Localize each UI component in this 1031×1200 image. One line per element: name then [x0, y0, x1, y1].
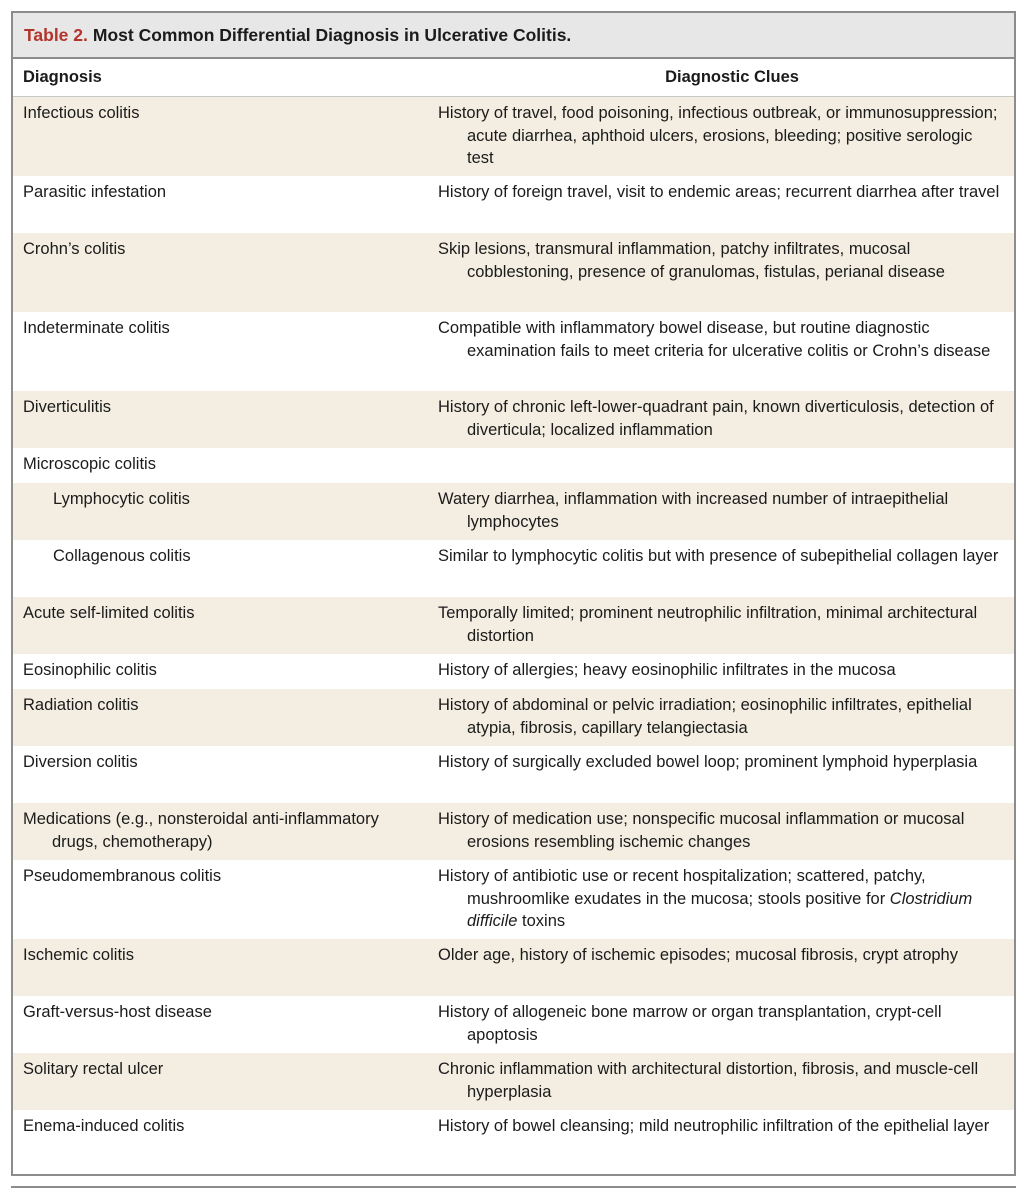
- clues-cell: [438, 102, 1002, 170]
- diagnosis-cell: Graft-versus-host disease: [23, 1003, 212, 1021]
- clues-text: History of allogeneic bone marrow or organ transplantation, crypt-cell apoptosis: [438, 1003, 942, 1044]
- diagnosis-cell: Solitary rectal ulcer: [23, 1060, 164, 1078]
- header-diagnosis: Diagnosis: [23, 68, 102, 86]
- diagnosis-cell: Diversion colitis: [23, 753, 138, 771]
- table-row: [13, 689, 1014, 746]
- table-row: [13, 391, 1014, 448]
- table-title-bar: [13, 13, 1014, 59]
- diagnosis-cell: Acute self-limited colitis: [23, 604, 195, 622]
- clues-text: Skip lesions, transmural inflammation, patchy infiltrates, mucosal cobblestoning, presence of granulomas, fistulas, perianal disease: [438, 240, 945, 281]
- diagnosis-cell: Parasitic infestation: [23, 183, 167, 201]
- clues-text: History of antibiotic use or recent hospitalization; scattered, patchy, mushroomlike exudates in the mucosa; stools positive for: [438, 867, 926, 908]
- diagnosis-cell: Crohn’s colitis: [23, 240, 126, 258]
- diagnosis-cell: Lymphocytic colitis: [53, 490, 190, 508]
- diagnosis-cell: Enema-induced colitis: [23, 1117, 185, 1135]
- clues-cell: [438, 488, 1002, 533]
- table-body: [13, 97, 1014, 1167]
- table-label: Table 2.: [24, 24, 88, 45]
- clues-cell: [438, 1001, 1002, 1046]
- table-row: [13, 597, 1014, 654]
- clues-cell: [438, 1058, 1002, 1103]
- clues-cell: [438, 238, 1002, 283]
- table-row: [13, 654, 1014, 689]
- table-row: [13, 312, 1014, 391]
- clues-text: History of abdominal or pelvic irradiation; eosinophilic infiltrates, epithelial atypia, fibrosis, capillary telangiectasia: [438, 696, 972, 737]
- clues-cell: [438, 181, 1002, 204]
- clues-cell: [438, 317, 1002, 362]
- table-row: [13, 448, 1014, 483]
- clues-text: Compatible with inflammatory bowel disease, but routine diagnostic examination fails to meet criteria for ulcerative colitis or Crohn’s disease: [438, 319, 991, 360]
- diagnosis-cell: Collagenous colitis: [53, 547, 191, 565]
- table-row: [13, 996, 1014, 1053]
- diagnosis-cell: Pseudomembranous colitis: [23, 867, 222, 885]
- header-diagnostic-clues: Diagnostic Clues: [665, 68, 799, 86]
- clues-text: Older age, history of ischemic episodes; mucosal fibrosis, crypt atrophy: [438, 946, 958, 964]
- clues-cell: [438, 1115, 1002, 1138]
- table-row: [13, 483, 1014, 540]
- clues-text: History of bowel cleansing; mild neutrophilic infiltration of the epithelial layer: [438, 1117, 990, 1135]
- diagnosis-cell: Ischemic colitis: [23, 946, 134, 964]
- clues-text: History of foreign travel, visit to endemic areas; recurrent diarrhea after travel: [438, 183, 1000, 201]
- table-row: [13, 746, 1014, 803]
- table-row: [13, 97, 1014, 176]
- clues-text: History of surgically excluded bowel loop; prominent lymphoid hyperplasia: [438, 753, 978, 771]
- table-row: [13, 803, 1014, 860]
- diagnosis-cell: Medications (e.g., nonsteroidal anti-inflammatory drugs, chemotherapy): [23, 810, 379, 851]
- differential-diagnosis-table: [11, 11, 1016, 1176]
- diagnosis-cell: Microscopic colitis: [23, 455, 156, 473]
- diagnosis-cell: Infectious colitis: [23, 104, 140, 122]
- clues-italic-text: Clostridium difficile: [467, 889, 973, 930]
- table-row: [13, 860, 1014, 939]
- clues-text: Watery diarrhea, inflammation with increased number of intraepithelial lymphocytes: [438, 490, 949, 531]
- clues-text: Similar to lymphocytic colitis but with presence of subepithelial collagen layer: [438, 547, 999, 565]
- clues-cell: [438, 602, 1002, 647]
- clues-cell: [438, 396, 1002, 441]
- bottom-rule: [11, 1186, 1016, 1188]
- clues-tail-text: toxins: [517, 912, 566, 930]
- clues-cell: [438, 865, 1002, 933]
- clues-text: Temporally limited; prominent neutrophilic infiltration, minimal architectural distortion: [438, 604, 978, 645]
- clues-cell: [438, 751, 1002, 774]
- clues-cell: [438, 944, 1002, 967]
- clues-cell: [438, 659, 1002, 682]
- clues-text: History of medication use; nonspecific mucosal inflammation or mucosal erosions resembling ischemic changes: [438, 810, 965, 851]
- table-row: [13, 1110, 1014, 1167]
- clues-cell: [438, 545, 1002, 568]
- clues-text: History of allergies; heavy eosinophilic infiltrates in the mucosa: [438, 661, 896, 679]
- table-row: [13, 233, 1014, 312]
- table-header-row: [13, 59, 1014, 97]
- diagnosis-cell: Indeterminate colitis: [23, 319, 170, 337]
- table-row: [13, 1053, 1014, 1110]
- diagnosis-cell: Radiation colitis: [23, 696, 139, 714]
- diagnosis-cell: Diverticulitis: [23, 398, 112, 416]
- clues-text: Chronic inflammation with architectural distortion, fibrosis, and muscle-cell hyperplasia: [438, 1060, 979, 1101]
- table-row: [13, 939, 1014, 996]
- clues-cell: [438, 694, 1002, 739]
- clues-text: History of travel, food poisoning, infectious outbreak, or immunosuppression; acute diarrhea, aphthoid ulcers, erosions, bleeding; positive serologic test: [438, 104, 998, 167]
- table-row: [13, 176, 1014, 233]
- diagnosis-cell: Eosinophilic colitis: [23, 661, 157, 679]
- table-title: Most Common Differential Diagnosis in Ulcerative Colitis.: [92, 24, 572, 45]
- clues-text: History of chronic left-lower-quadrant pain, known diverticulosis, detection of diverticula; localized inflammation: [438, 398, 994, 439]
- clues-cell: [438, 808, 1002, 853]
- table-row: [13, 540, 1014, 597]
